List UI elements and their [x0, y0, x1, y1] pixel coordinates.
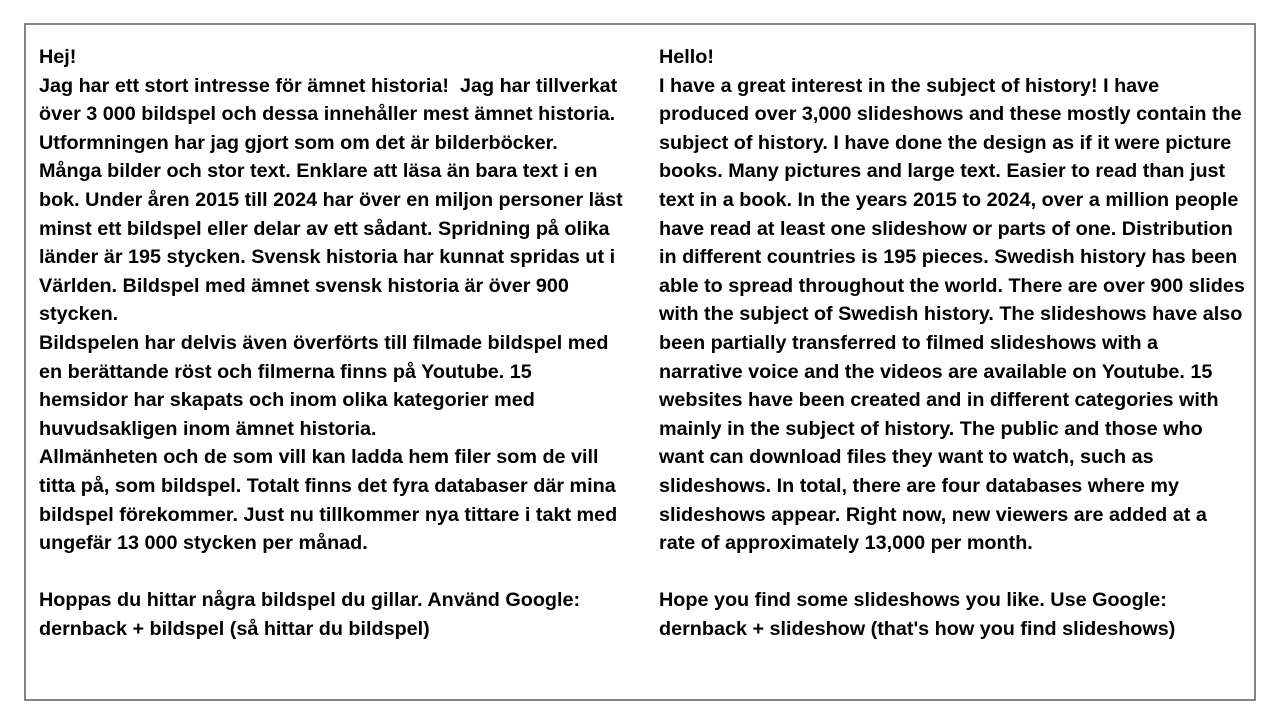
text-line: Bildspelen har delvis även överförts till filmade bildspel med — [39, 331, 609, 354]
english-text-column — [659, 43, 1252, 643]
text-line: I have a great interest in the subject of history! I have — [659, 74, 1160, 97]
text-line: Utformningen har jag gjort som om det är bilderböcker. — [39, 131, 558, 154]
text-line: ungefär 13 000 stycken per månad. — [39, 532, 368, 555]
two-column-text-layout — [26, 25, 1254, 643]
text-line: Världen. Bildspel med ämnet svensk historia är över 900 — [39, 274, 569, 297]
text-line: narrative voice and the videos are available on Youtube. 15 — [659, 360, 1213, 383]
text-line: länder är 195 stycken. Svensk historia har kunnat spridas ut i — [39, 246, 616, 269]
text-line: websites have been created and in different categories with — [659, 389, 1219, 412]
letter-document-frame — [24, 23, 1256, 701]
text-line: slideshows. In total, there are four databases where my — [659, 474, 1179, 497]
text-line: books. Many pictures and large text. Easier to read than just — [659, 160, 1226, 183]
text-line: Hej! — [39, 46, 77, 68]
text-line: Hello! — [659, 46, 714, 68]
text-line: in different countries is 195 pieces. Swedish history has been — [659, 246, 1238, 269]
text-line — [39, 558, 632, 587]
text-line: have read at least one slideshow or parts of one. Distribution — [659, 217, 1233, 240]
text-line: been partially transferred to filmed slideshows with a — [659, 331, 1159, 354]
text-line: slideshows appear. Right now, new viewers are added at a — [659, 503, 1207, 526]
text-line: över 3 000 bildspel och dessa innehåller mest ämnet historia. — [39, 103, 616, 126]
text-line: subject of history. I have done the design as if it were picture — [659, 131, 1232, 154]
text-line: Hope you find some slideshows you like. Use Google: — [659, 589, 1167, 612]
text-line: bildspel förekommer. Just nu tillkommer nya tittare i takt med — [39, 503, 618, 526]
text-line: able to spread throughout the world. There are over 900 slides — [659, 274, 1245, 297]
text-line: dernback + slideshow (that's how you find slideshows) — [659, 617, 1176, 640]
text-line: bok. Under åren 2015 till 2024 har över en miljon personer läst — [39, 188, 623, 211]
text-line: Hoppas du hittar några bildspel du gillar. Använd Google: — [39, 589, 581, 612]
text-line: want can download files they want to watch, such as — [659, 446, 1154, 469]
text-line: huvudsakligen inom ämnet historia. — [39, 417, 377, 440]
text-line: mainly in the subject of history. The public and those who — [659, 417, 1203, 440]
text-line: text in a book. In the years 2015 to 2024, over a million people — [659, 188, 1239, 211]
text-line: en berättande röst och filmerna finns på Youtube. 15 — [39, 360, 532, 383]
text-line: minst ett bildspel eller delar av ett sådant. Spridning på olika — [39, 217, 610, 240]
text-line: with the subject of Swedish history. The slideshows have also — [659, 303, 1243, 326]
text-line: rate of approximately 13,000 per month. — [659, 532, 1033, 555]
text-line — [659, 558, 1252, 587]
swedish-text-column — [39, 43, 632, 643]
text-line: titta på, som bildspel. Totalt finns det fyra databaser där mina — [39, 474, 616, 497]
text-line: produced over 3,000 slideshows and these mostly contain the — [659, 103, 1242, 126]
text-line: Allmänheten och de som vill kan ladda hem filer som de vill — [39, 446, 599, 469]
text-line: Jag har ett stort intresse för ämnet historia! Jag har tillverkat — [39, 74, 618, 97]
text-line: dernback + bildspel (så hittar du bildspel) — [39, 617, 430, 640]
text-line: hemsidor har skapats och inom olika kategorier med — [39, 389, 535, 412]
text-line: stycken. — [39, 303, 119, 326]
text-line: Många bilder och stor text. Enklare att läsa än bara text i en — [39, 160, 598, 183]
